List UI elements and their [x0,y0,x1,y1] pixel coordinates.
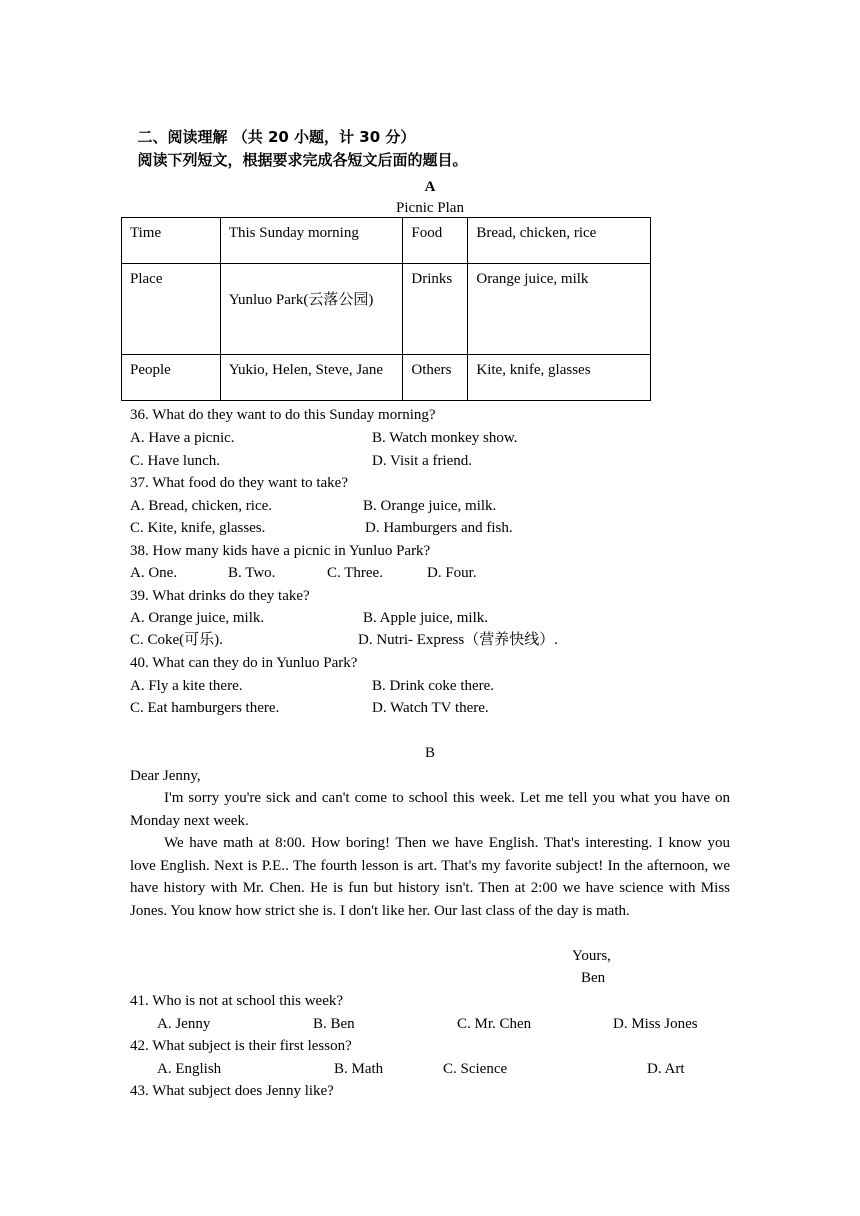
option: A. Orange juice, milk. [130,610,265,626]
letter-greeting: Dear Jenny, [130,768,201,784]
table-cell: This Sunday morning [220,218,403,264]
table-cell: Kite, knife, glasses [468,355,651,401]
section-header: 二、阅读理解 （共 20 小题，计 30 分） [137,128,416,146]
instructions: 阅读下列短文，根据要求完成各短文后面的题目。 [137,151,468,169]
option: B. Drink coke there. [372,678,495,694]
option: A. Bread, chicken, rice. [130,498,273,514]
option: D. Miss Jones [613,1016,698,1032]
table-cell: Drinks [403,264,468,355]
option: C. Have lunch. [130,453,220,469]
question-43: 43. What subject does Jenny like? [130,1083,334,1099]
option: D. Hamburgers and fish. [365,520,513,536]
option: B. Apple juice, milk. [363,610,488,626]
option: A. Jenny [157,1016,211,1032]
option: A. One. [130,565,178,581]
question-36: 36. What do they want to do this Sunday morning? [130,407,436,423]
option: B. Ben [313,1016,355,1032]
table-cell: Bread, chicken, rice [468,218,651,264]
option: C. Coke(可乐). [130,632,223,648]
letter-signature: Ben [581,970,606,986]
option: D. Nutri- Express（营养快线）. [358,632,558,648]
letter-closing: Yours, [572,948,611,964]
letter-paragraph-2: We have math at 8:00. How boring! Then we have English. That's interesting. I know you love English. Next is P.E.. The fourth lesson is art. That's my favorite subject! In the afternoon, we have history with Mr. Chen. He is fun but history isn't. Then at 2:00 we have science with Miss Jones. You know how strict she is. I don't like her. Our last class of the day is math. [130,835,730,919]
question-41: 41. Who is not at school this week? [130,993,344,1009]
table-cell: Food [403,218,468,264]
option: C. Science [443,1061,508,1077]
option: B. Watch monkey show. [372,430,518,446]
table-cell: Others [403,355,468,401]
option: D. Watch TV there. [372,700,489,716]
option: A. Fly a kite there. [130,678,243,694]
option: A. English [157,1061,222,1077]
option: D. Four. [427,565,477,581]
option: C. Kite, knife, glasses. [130,520,266,536]
table-row [122,264,651,355]
option: B. Orange juice, milk. [363,498,497,514]
option: B. Math [334,1061,384,1077]
letter-paragraph-1: I'm sorry you're sick and can't come to school this week. Let me tell you what you have on Monday next week. [130,790,730,829]
option: C. Eat hamburgers there. [130,700,280,716]
option: A. Have a picnic. [130,430,235,446]
question-40: 40. What can they do in Yunluo Park? [130,655,358,671]
table-cell: Orange juice, milk [468,264,651,355]
option: B. Two. [228,565,276,581]
option: C. Mr. Chen [457,1016,532,1032]
question-39: 39. What drinks do they take? [130,588,310,604]
table-cell: Yunluo Park(云落公园) [220,264,403,355]
table-cell: Time [122,218,221,264]
table-cell: People [122,355,221,401]
table-cell: Place [122,264,221,355]
option: D. Visit a friend. [372,453,473,469]
table-row [122,355,651,401]
passage-a-label: A [424,179,436,195]
passage-a-title: Picnic Plan [396,200,464,216]
table-row [122,218,651,264]
table-cell: Yukio, Helen, Steve, Jane [220,355,403,401]
question-38: 38. How many kids have a picnic in Yunluo Park? [130,543,431,559]
question-42: 42. What subject is their first lesson? [130,1038,352,1054]
picnic-plan-table [121,217,651,401]
question-37: 37. What food do they want to take? [130,475,348,491]
option: D. Art [647,1061,685,1077]
passage-b-label: B [424,745,435,761]
option: C. Three. [327,565,383,581]
